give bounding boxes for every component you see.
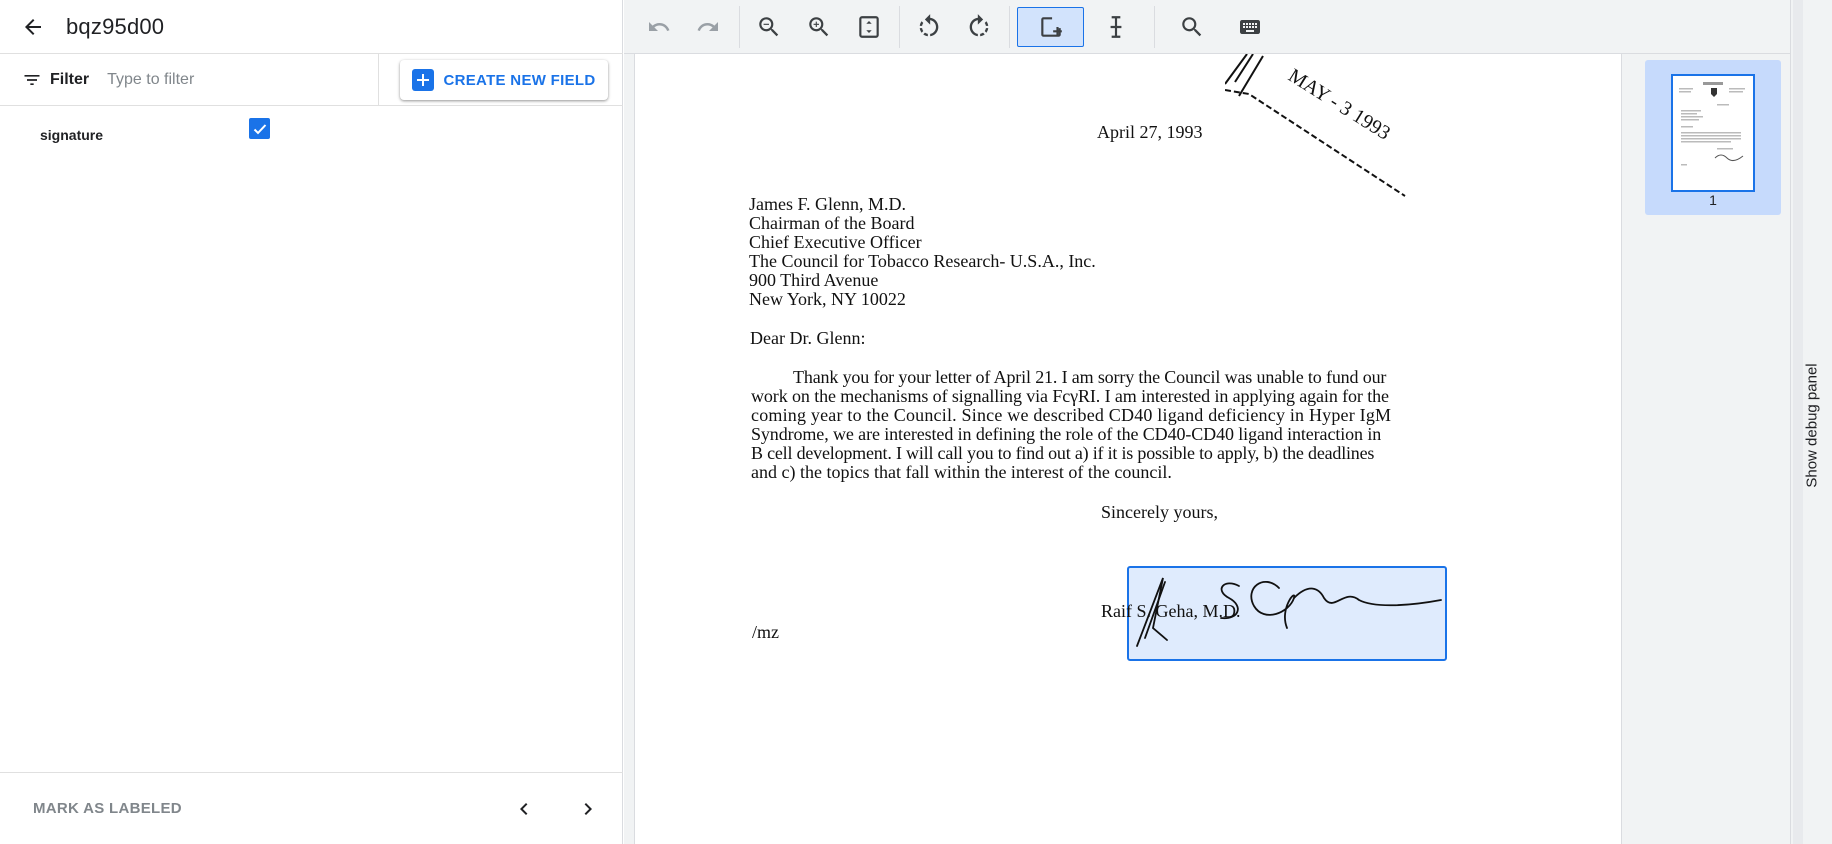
typist-initials: /mz [752,622,779,642]
undo-button[interactable] [639,7,679,47]
draw-box-tool-button[interactable] [1017,7,1084,47]
signer-name: Raif S. Geha, M.D. [1101,601,1241,621]
chevron-right-icon [576,797,600,821]
bottom-bar [0,772,623,844]
document-toolbar [624,0,1790,54]
keyboard-shortcuts-button[interactable] [1230,7,1270,47]
body-line: B cell development. I will call you to find out a) if it is possible to apply, b) the deadlines [751,443,1375,463]
zoom-out-icon [756,14,782,40]
address-line: James F. Glenn, M.D. [749,194,907,214]
document-page[interactable] [634,54,1622,844]
zoom-in-button[interactable] [799,7,839,47]
check-icon [252,121,268,137]
fit-page-icon [856,14,882,40]
page-thumbnail[interactable] [1645,60,1781,215]
debug-panel-toggle[interactable] [1790,0,1832,844]
previous-document-button[interactable] [508,793,540,825]
filter-input[interactable] [107,71,347,89]
redo-icon [696,15,720,39]
add-box-icon [412,69,434,91]
received-stamp [1225,54,1435,234]
address-line: 900 Third Avenue [749,270,879,290]
body-line: coming year to the Council. Since we described CD40 ligand deficiency in Hyper IgM [751,405,1392,425]
rotate-left-icon [915,13,943,41]
add-bounding-box-icon [1038,14,1064,40]
page-thumbnail-image [1671,74,1755,192]
filter-list-icon [22,70,42,90]
debug-panel-label-container [1795,350,1829,500]
address-line: Chairman of the Board [749,213,915,233]
search-button[interactable] [1172,7,1212,47]
letter-date: April 27, 1993 [1097,122,1203,142]
show-debug-panel-label: Show debug panel [1803,362,1821,488]
filter-row [0,54,623,106]
stamp-text: MAY - 3 1993 [1284,64,1395,145]
document-viewer[interactable] [624,54,1632,844]
create-new-field-label: CREATE NEW FIELD [443,71,596,89]
arrow-back-icon [21,15,45,39]
field-name: signature [40,127,104,143]
body-line: Thank you for your letter of April 21. I am sorry the Council was unable to fund our [793,367,1387,387]
body-line: work on the mechanisms of signalling via FcγRI. I am interested in applying again for the [751,386,1389,406]
text-select-tool-button[interactable] [1096,7,1136,47]
field-list-item[interactable] [0,115,623,155]
mark-as-labeled-button[interactable]: MARK AS LABELED [33,800,182,817]
closing: Sincerely yours, [1101,502,1218,522]
filter-area [0,54,379,106]
body-line: and c) the topics that fall within the interest of the council. [751,462,1172,482]
address-line: Chief Executive Officer [749,232,922,252]
address-line: New York, NY 10022 [749,289,906,309]
rotate-right-icon [965,13,993,41]
left-panel [0,0,623,844]
body-line: Syndrome, we are interested in defining the role of the CD40-CD40 ligand interaction in [751,424,1382,444]
page-thumbnails-panel [1632,54,1790,844]
top-bar [0,0,623,54]
filter-label: Filter [50,70,90,88]
chevron-left-icon [512,797,536,821]
address-line: The Council for Tobacco Research- U.S.A., Inc. [749,251,1096,271]
field-visibility-checkbox[interactable] [249,118,270,139]
salutation: Dear Dr. Glenn: [750,328,866,348]
text-cursor-icon [1103,14,1129,40]
next-document-button[interactable] [572,793,604,825]
rotate-right-button[interactable] [959,7,999,47]
create-new-field-button[interactable] [400,60,608,100]
zoom-out-button[interactable] [749,7,789,47]
page-number: 1 [1709,192,1717,208]
rotate-left-button[interactable] [909,7,949,47]
document-title: bqz95d00 [66,13,165,39]
redo-button[interactable] [688,7,728,47]
back-button[interactable] [0,0,66,54]
undo-icon [647,15,671,39]
keyboard-icon [1238,15,1262,39]
zoom-in-icon [806,14,832,40]
fit-to-page-button[interactable] [849,7,889,47]
search-icon [1179,14,1205,40]
